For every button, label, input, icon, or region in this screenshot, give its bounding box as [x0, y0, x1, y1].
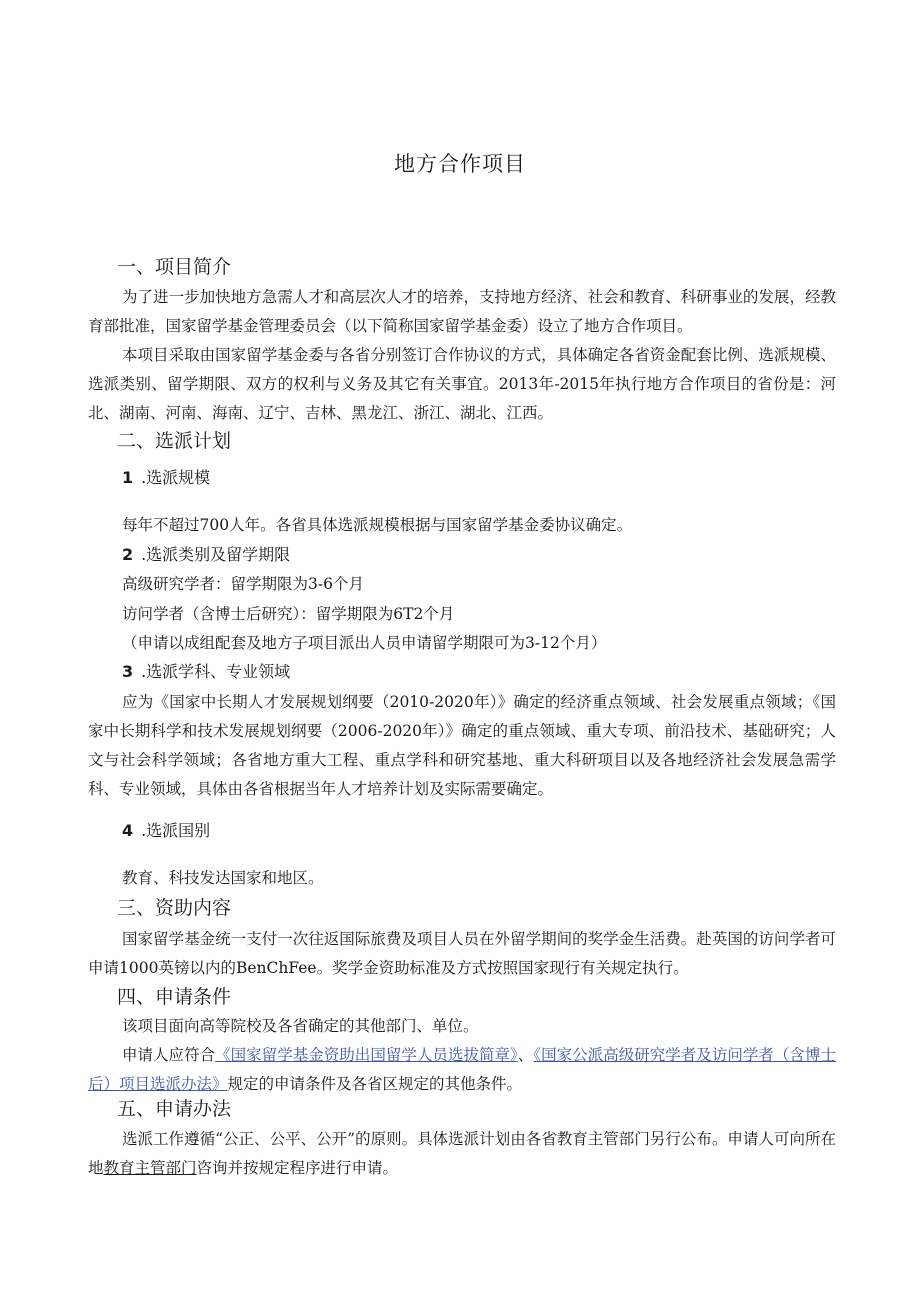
eligibility-paragraph-2 [88, 1041, 836, 1099]
separator-text: 、 [517, 1046, 534, 1064]
section-heading-application: 五、申请办法 [117, 1098, 232, 1120]
education-authority-link[interactable]: 教育主管部门 [103, 1159, 197, 1177]
subheading-title: .选派规模 [141, 468, 211, 487]
scale-text: 每年不超过700人年。各省具体选派规模根据与国家留学基金委协议确定。 [122, 516, 633, 534]
subheading-number: 1 [122, 468, 134, 487]
subheading-number: 4 [122, 821, 134, 840]
section-heading-plan: 二、选派计划 [117, 430, 232, 452]
intro-paragraph-1: 为了进一步加快地方急需人才和高层次人才的培养，支持地方经济、社会和教育、科研事业的发展，经教育部批准，国家留学基金管理委员会（以下简称国家留学基金委）设立了地方合作项目。 [88, 288, 836, 335]
subheading-country [122, 820, 210, 842]
category-line-visiting: 访问学者（含博士后研究）：留学期限为6T2个月 [122, 605, 455, 623]
discipline-paragraph: 应为《国家中长期人才发展规划纲要（2010-2020年）》确定的经济重点领域、社会发展重点领域；《国家中长期科学和技术发展规划纲要（2006-2020年）》确定的重点领域、重大专项、前沿技术、基础研究；人文与社会科学领域；各省地方重大工程、重点学科和研究基地、重大科研项目以及各地经济社会发展急需学科、专业领域，具体由各省根据当年人才培养计划及实际需要确定。 [88, 693, 836, 798]
country-text: 教育、科技发达国家和地区。 [122, 869, 324, 887]
eligibility-paragraph-1: 该项目面向高等院校及各省确定的其他部门、单位。 [122, 1017, 479, 1035]
subheading-number: 2 [122, 545, 134, 564]
application-text: 选派工作遵循“公正、公平、公开”的原则。具体选派计划由各省教育主管部门另行公布。申请人可向所在地 [88, 1130, 836, 1177]
selection-brochure-link[interactable]: 《国家留学基金资助出国留学人员选拔简章》 [215, 1046, 518, 1064]
intro-paragraph-2: 本项目采取由国家留学基金委与各省分别签订合作协议的方式，具体确定各省资金配套比例、选派规模、选派类别、留学期限、双方的权利与义务及其它有关事宜。2013年-2015年执行地方合作项目的省份是：河北、湖南、河南、海南、辽宁、吉林、黑龙江、浙江、湖北、江西。 [88, 346, 836, 422]
subheading-title: .选派类别及留学期限 [141, 545, 291, 564]
application-paragraph [88, 1125, 836, 1183]
category-line-senior: 高级研究学者：留学期限为3-6个月 [122, 575, 364, 593]
category-line-note: （申请以成组配套及地方子项目派出人员申请留学期限可为3-12个月） [122, 634, 607, 652]
subheading-title: .选派国别 [141, 821, 211, 840]
subheading-title: .选派学科、专业领域 [141, 662, 291, 681]
subheading-discipline [122, 661, 290, 683]
selection-measures-link[interactable]: 《国家公派高级研究学者及访问学者（含博士后）项目选派办法》 [88, 1046, 836, 1093]
eligibility-text: 规定的申请条件及各省区规定的其他条件。 [227, 1075, 523, 1093]
funding-paragraph: 国家留学基金统一支付一次往返国际旅费及项目人员在外留学期间的奖学金生活费。赴英国的访问学者可申请1000英镑以内的BenChFee。奖学金资助标准及方式按照国家现行有关规定执行。 [88, 930, 836, 977]
section-heading-eligibility: 四、申请条件 [117, 986, 232, 1008]
subheading-number: 3 [122, 662, 134, 681]
subheading-scale [122, 467, 210, 489]
section-heading-intro: 一、项目简介 [117, 256, 232, 278]
eligibility-text: 申请人应符合 [122, 1046, 216, 1064]
subheading-category [122, 544, 290, 566]
section-heading-funding: 三、资助内容 [117, 897, 232, 919]
application-text: 咨询并按规定程序进行申请。 [196, 1159, 399, 1177]
page-title: 地方合作项目 [394, 152, 526, 176]
